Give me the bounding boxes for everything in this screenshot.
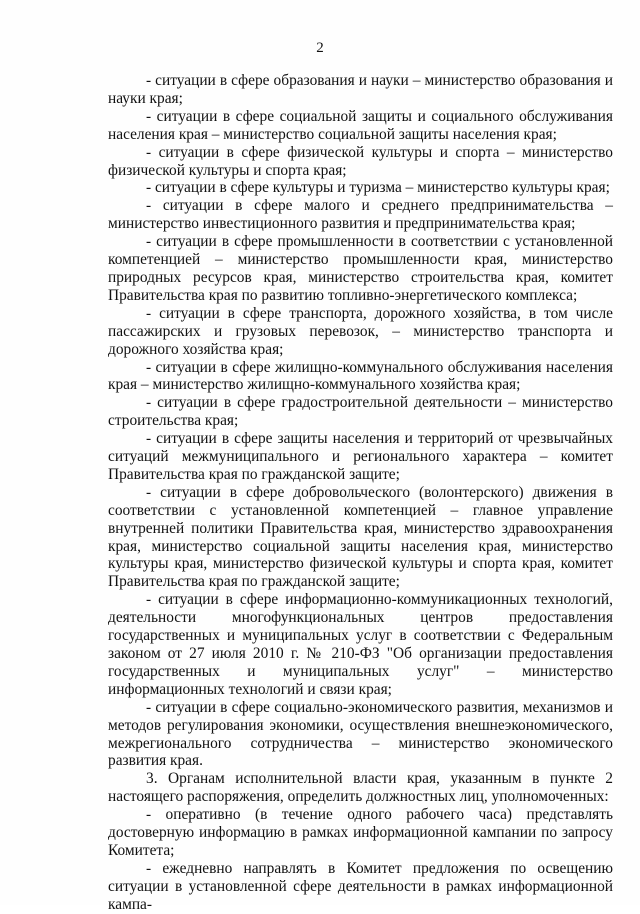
paragraph-transport: - ситуации в сфере транспорта, дорожного хозяйства, в том числе пассажирских и грузовых перевозок, – министерство транспорта и дорожного хозяйства края; — [108, 304, 613, 358]
paragraph-daily-proposals: - ежедневно направлять в Комитет предложения по освещению ситуации в установленной сфере деятельности в рамках информационной кампа- — [108, 859, 613, 913]
document-body — [108, 72, 613, 914]
paragraph-provide-info: - оперативно (в течение одного рабочего часа) представлять достоверную информацию в рамках информационной кампании по запросу Комитета; — [108, 806, 613, 859]
paragraph-urban-planning: - ситуации в сфере градостроительной деятельности – министерство строительства края; — [108, 394, 613, 430]
paragraph-item-3: 3. Органам исполнительной власти края, указанным в пункте 2 настоящего распоряжения, определить должностных лиц, уполномоченных: — [108, 770, 613, 806]
paragraph-culture: - ситуации в сфере культуры и туризма – министерство культуры края; — [146, 179, 610, 197]
paragraph-industry: - ситуации в сфере промышленности в соответствии с установленной компетенцией – министерство промышленности края, министерство природных ресурсов края, министерство строительства края, комитет Правительства края по развитию топливно-энергетического комплекса; — [108, 233, 613, 304]
paragraph-housing: - ситуации в сфере жилищно-коммунального обслуживания населения края – министерство жилищно-коммунального хозяйства края; — [108, 358, 613, 394]
paragraph-education: - ситуации в сфере образования и науки – министерство образования и науки края; — [108, 72, 613, 107]
paragraph-it: - ситуации в сфере информационно-коммуникационных технологий, деятельности многофункциональных центров предоставления государственных и муниципальных услуг в соответствии с Федеральным законом от 27 июля 2010 г. № 210-ФЗ "Об организации предоставления государственных и муниципальных услуг" – министерство информационных технологий и связи края; — [108, 591, 613, 698]
paragraph-economy: - ситуации в сфере социально-экономического развития, механизмов и методов регулирования экономики, осуществления внешнеэкономического, межрегионального сотрудничества – министерство экономического развития края. — [108, 698, 613, 770]
paragraph-sport: - ситуации в сфере физической культуры и спорта – министерство физической культуры и спорта края; — [108, 143, 613, 179]
page-number: 2 — [316, 40, 324, 56]
paragraph-civil-defense: - ситуации в сфере защиты населения и территорий от чрезвычайных ситуаций межмуниципального и регионального характера – комитет Правительства края по гражданской защите; — [108, 430, 613, 483]
paragraph-volunteering: - ситуации в сфере добровольческого (волонтерского) движения в соответствии с установленной компетенцией – главное управление внутренней политики Правительства края, министерство здравоохранения края, министерство социальной защиты населения края, министерство культуры края, министерство физической культуры и спорта края, комитет Правительства края по гражданской защите; — [108, 483, 613, 591]
paragraph-social-protection: - ситуации в сфере социальной защиты и социального обслуживания населения края – министерство социальной защиты населения края; — [108, 107, 613, 143]
paragraph-small-business: - ситуации в сфере малого и среднего предпринимательства – министерство инвестиционного развития и предпринимательства края; — [108, 197, 613, 233]
